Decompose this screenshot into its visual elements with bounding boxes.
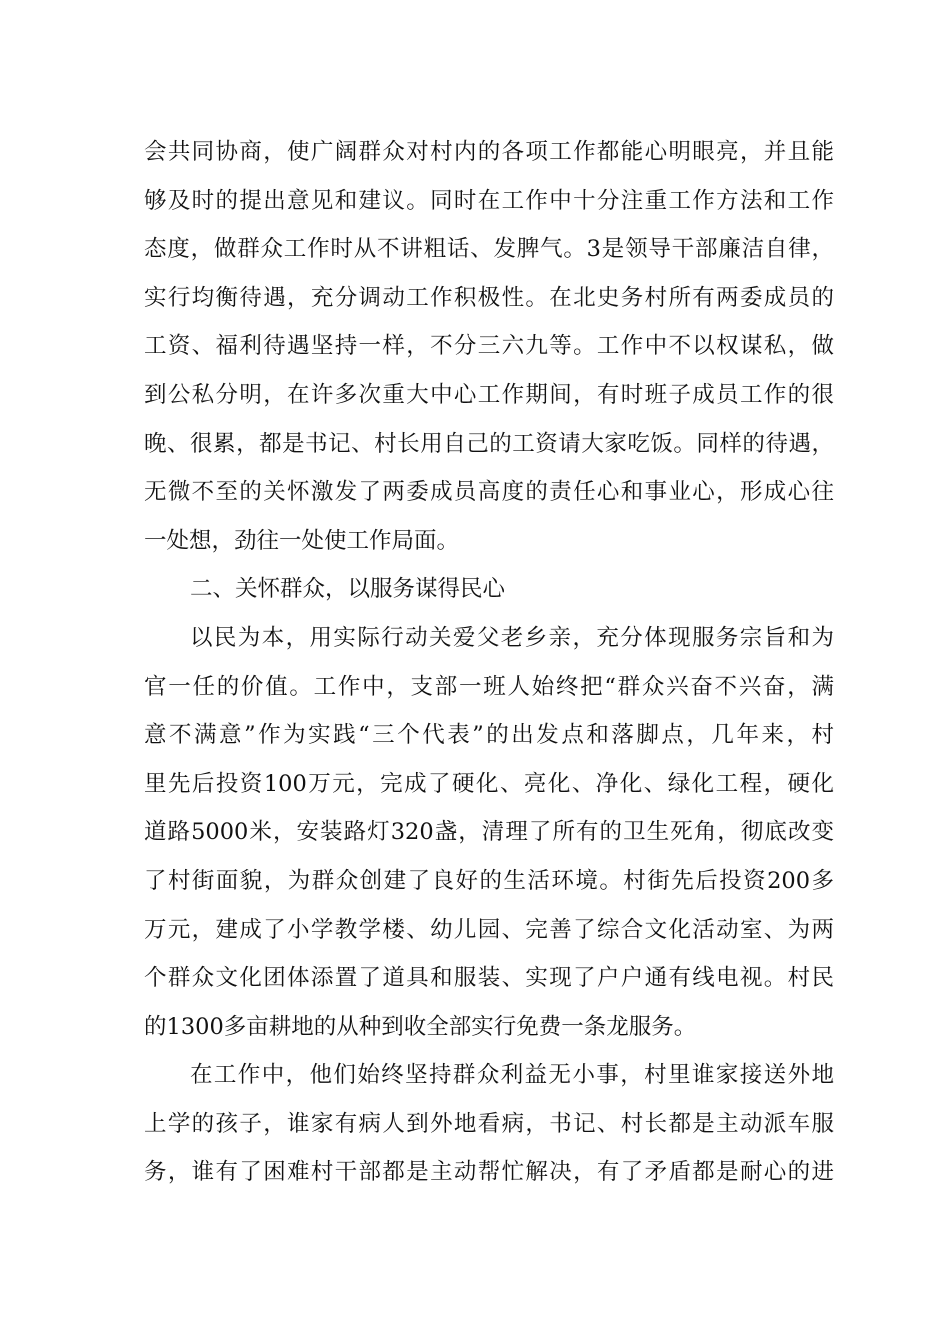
text-line: 道路5000米，安装路灯320盏，清理了所有的卫生死角，彻底改变 [144,819,834,846]
section-heading [144,565,834,614]
heading-line: 二、关怀群众，以服务谋得民心 [190,576,506,603]
text-line: 以民为本，用实际行动关爱父老乡亲，充分体现服务宗旨和为 [190,624,834,651]
text-line: 实行均衡待遇，充分调动工作积极性。在北史务村所有两委成员的 [144,284,834,311]
paragraph-3 [144,1051,834,1197]
text-line: 一处想，劲往一处使工作局面。 [144,527,460,554]
text-line: 工资、福利待遇坚持一样，不分三六九等。工作中不以权谋私，做 [144,333,834,360]
text-line: 够及时的提出意见和建议。同时在工作中十分注重工作方法和工作 [144,187,834,214]
text-line: 上学的孩子，谁家有病人到外地看病，书记、村长都是主动派车服 [144,1110,834,1137]
text-line: 务，谁有了困难村干部都是主动帮忙解决，有了矛盾都是耐心的进 [144,1159,834,1186]
text-line: 无微不至的关怀激发了两委成员高度的责任心和事业心，形成心往 [144,479,834,506]
text-line: 个群众文化团体添置了道具和服装、实现了户户通有线电视。村民 [144,965,834,992]
text-line: 官一任的价值。工作中，支部一班人始终把“群众兴奋不兴奋，满 [144,673,834,700]
paragraph-2 [144,614,834,1051]
text-line: 在工作中，他们始终坚持群众利益无小事，村里谁家接送外地 [190,1062,834,1089]
text-line: 到公私分明，在许多次重大中心工作期间，有时班子成员工作的很 [144,381,834,408]
text-line: 了村街面貌，为群众创建了良好的生活环境。村街先后投资200多 [144,867,834,894]
text-line: 万元，建成了小学教学楼、幼儿园、完善了综合文化活动室、为两 [144,916,834,943]
text-line: 晚、很累，都是书记、村长用自己的工资请大家吃饭。同样的待遇， [144,430,834,457]
text-line: 的1300多亩耕地的从种到收全部实行免费一条龙服务。 [144,1013,697,1040]
paragraph-1 [144,128,834,565]
text-line: 里先后投资100万元，完成了硬化、亮化、净化、绿化工程，硬化 [144,770,834,797]
text-line: 态度，做群众工作时从不讲粗话、发脾气。3是领导干部廉洁自律， [144,236,834,263]
text-line: 意不满意”作为实践“三个代表”的出发点和落脚点，几年来，村 [144,722,834,749]
text-line: 会共同协商，使广阔群众对村内的各项工作都能心明眼亮，并且能 [144,139,834,165]
document-body [144,128,834,1197]
